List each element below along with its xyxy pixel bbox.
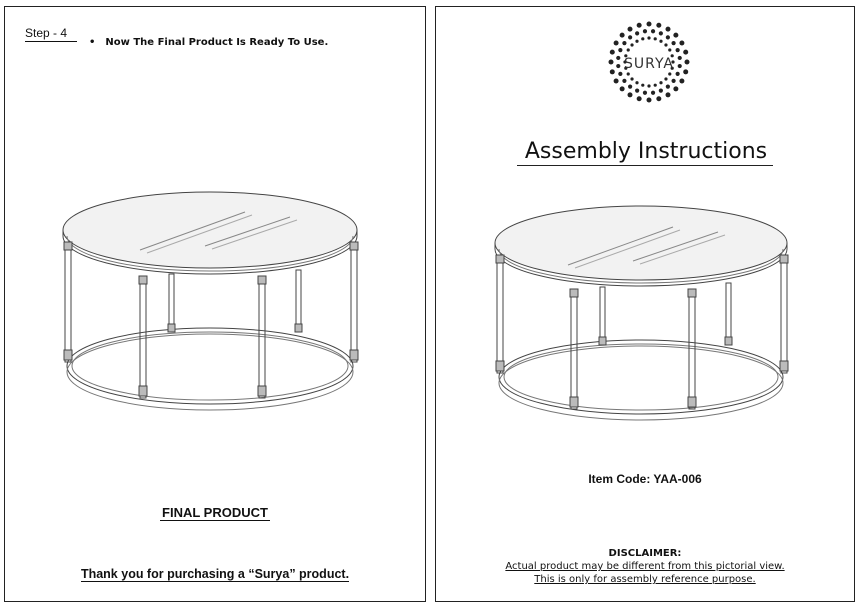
logo-dot [664, 77, 667, 80]
logo-dot [616, 64, 620, 68]
logo-dot [618, 72, 622, 76]
logo-dot [628, 27, 633, 32]
logo-dot [620, 33, 625, 38]
logo-dot [656, 23, 661, 28]
table-illustration [488, 205, 798, 425]
logo-dot [664, 43, 667, 46]
surya-logo [604, 17, 694, 107]
logo-dot [614, 41, 619, 46]
logo-dot [668, 48, 671, 51]
logo-dot [628, 84, 632, 88]
page-title: Assembly Instructions [436, 139, 854, 164]
logo-dot [651, 29, 655, 33]
logo-dot [651, 91, 655, 95]
logo-dot [659, 31, 663, 35]
logo-dot [659, 81, 662, 84]
logo-dot [647, 36, 650, 39]
logo-dot [641, 84, 644, 87]
logo-dot [671, 41, 675, 45]
logo-dot [673, 86, 678, 91]
logo-dot [641, 37, 644, 40]
logo-dot [679, 41, 684, 46]
logo-dot [659, 40, 662, 43]
logo-dot [643, 91, 647, 95]
logo-dot [685, 60, 690, 65]
logo-dot [673, 33, 678, 38]
logo-dot [618, 48, 622, 52]
logo-dot [654, 37, 657, 40]
logo-dot [666, 92, 671, 97]
logo-dot [628, 35, 632, 39]
logo-dot [628, 92, 633, 97]
logo-dot [654, 84, 657, 87]
item-code: Item Code: YAA-006 [588, 472, 702, 486]
disclaimer [436, 547, 854, 586]
logo-dot [683, 50, 688, 55]
instruction-text: Now The Final Product Is Ready To Use. [105, 37, 329, 48]
logo-dot [643, 29, 647, 33]
disclaimer-line-1: Actual product may be different from this pictorial view. [505, 561, 785, 572]
logo-dot [627, 48, 630, 51]
logo-text: SURYA [623, 56, 675, 72]
logo-dot [666, 84, 670, 88]
logo-dot [668, 72, 671, 75]
left-page [4, 6, 426, 602]
instruction-item [89, 37, 328, 48]
logo-dot [676, 48, 680, 52]
logo-dot [609, 60, 614, 65]
logo-dot [635, 81, 638, 84]
logo-dot [630, 77, 633, 80]
logo-dot [647, 22, 652, 27]
logo-dot [637, 23, 642, 28]
logo-dot [678, 64, 682, 68]
right-page [435, 6, 855, 602]
logo-dot [627, 72, 630, 75]
logo-dot [683, 69, 688, 74]
final-product-label: FINAL PRODUCT [162, 505, 268, 520]
logo-dot [666, 27, 671, 32]
logo-dot [678, 56, 682, 60]
disclaimer-heading: DISCLAIMER: [608, 548, 682, 559]
logo-dot [637, 96, 642, 101]
logo-dot [610, 69, 615, 74]
logo-dot [679, 79, 684, 84]
logo-dot [630, 43, 633, 46]
logo-dot [620, 86, 625, 91]
logo-dot [622, 79, 626, 83]
logo-dot [671, 79, 675, 83]
logo-dot [659, 89, 663, 93]
table-illustration [55, 190, 370, 415]
logo-dot [647, 84, 650, 87]
logo-dot [635, 40, 638, 43]
thanks-note: Thank you for purchasing a “Surya” product. [80, 567, 350, 581]
logo-dot [610, 50, 615, 55]
logo-dot [635, 31, 639, 35]
logo-dot [635, 89, 639, 93]
logo-dot [614, 79, 619, 84]
logo-dot [616, 56, 620, 60]
bullet-icon: • [89, 37, 96, 48]
logo-dot [647, 98, 652, 103]
step-label: Step - 4 [25, 26, 77, 42]
logo-dot [656, 96, 661, 101]
disclaimer-line-2: This is only for assembly reference purpose. [534, 574, 756, 585]
logo-dot [622, 41, 626, 45]
logo-dot [676, 72, 680, 76]
logo-dot [666, 35, 670, 39]
